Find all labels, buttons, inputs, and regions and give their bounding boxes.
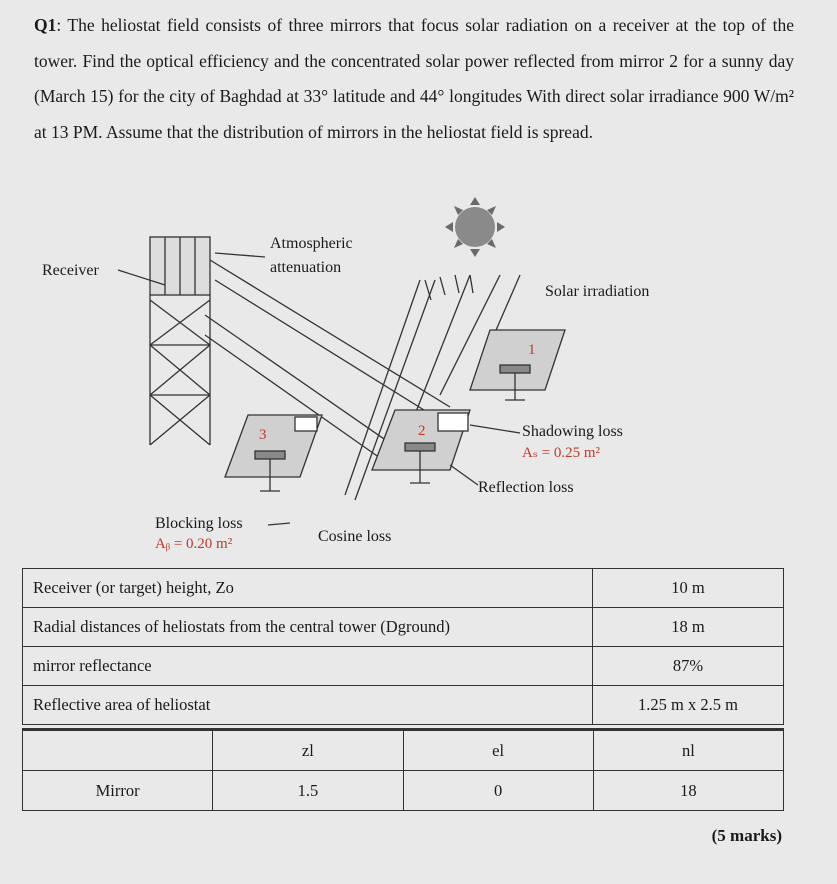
table-row [23, 569, 784, 608]
cell: 0 [403, 771, 593, 811]
mirror-2-number: 2 [418, 423, 426, 439]
blocking-loss-label: Blocking loss [155, 515, 243, 532]
table-header-row [23, 730, 784, 771]
reflection-loss-label: Reflection loss [478, 479, 574, 496]
atmospheric-label: Atmospheric [270, 235, 353, 252]
cell: Mirror [23, 771, 213, 811]
cell: 18 [593, 771, 783, 811]
property-value: 10 m [593, 569, 784, 608]
shadowing-area-label: Aₛ = 0.25 m² [522, 445, 601, 461]
property-label: Radial distances of heliostats from the central tower (Dground) [23, 608, 593, 647]
cosine-loss-label: Cosine loss [318, 528, 392, 545]
blocking-area-label: Aᵦ = 0.20 m² [155, 536, 233, 552]
marks-label: (5 marks) [711, 826, 782, 845]
mirror-table [22, 728, 784, 811]
sun-icon [445, 197, 505, 257]
mirror-1-number: 1 [528, 342, 536, 358]
question-number: Q1 [34, 15, 57, 35]
property-value: 18 m [593, 608, 784, 647]
question-text [34, 8, 794, 150]
question-body: : The heliostat field consists of three mirrors that focus solar radiation on a receiver at the top of the tower. Find the optical efficiency and the concentrated solar power reflected from mirror 2 for a sunny day (March 15) for the city of Baghdad at 33° latitude and 44° longitudes With direct solar irradiance 900 W/m² at 13 PM. Assume that the distribution of mirrors in the heliostat field is spread. [34, 15, 794, 142]
property-label: Receiver (or target) height, Zo [23, 569, 593, 608]
table-row [23, 608, 784, 647]
receiver-label: Receiver [42, 262, 99, 279]
table-row [23, 771, 784, 811]
cell: 1.5 [213, 771, 403, 811]
property-label: Reflective area of heliostat [23, 686, 593, 725]
property-value: 87% [593, 647, 784, 686]
properties-table [22, 568, 784, 725]
header-cell: nl [593, 730, 783, 771]
property-value: 1.25 m x 2.5 m [593, 686, 784, 725]
attenuation-label: attenuation [270, 259, 342, 276]
header-cell: zl [213, 730, 403, 771]
heliostat-field-illustration [0, 195, 837, 565]
heliostat-diagram [0, 195, 837, 565]
solar-irradiation-label: Solar irradiation [545, 283, 650, 300]
table-row [23, 686, 784, 725]
mirror-3-number: 3 [259, 427, 267, 443]
header-cell: el [403, 730, 593, 771]
property-label: mirror reflectance [23, 647, 593, 686]
header-cell [23, 730, 213, 771]
shadowing-loss-label: Shadowing loss [522, 423, 623, 440]
table-row [23, 647, 784, 686]
